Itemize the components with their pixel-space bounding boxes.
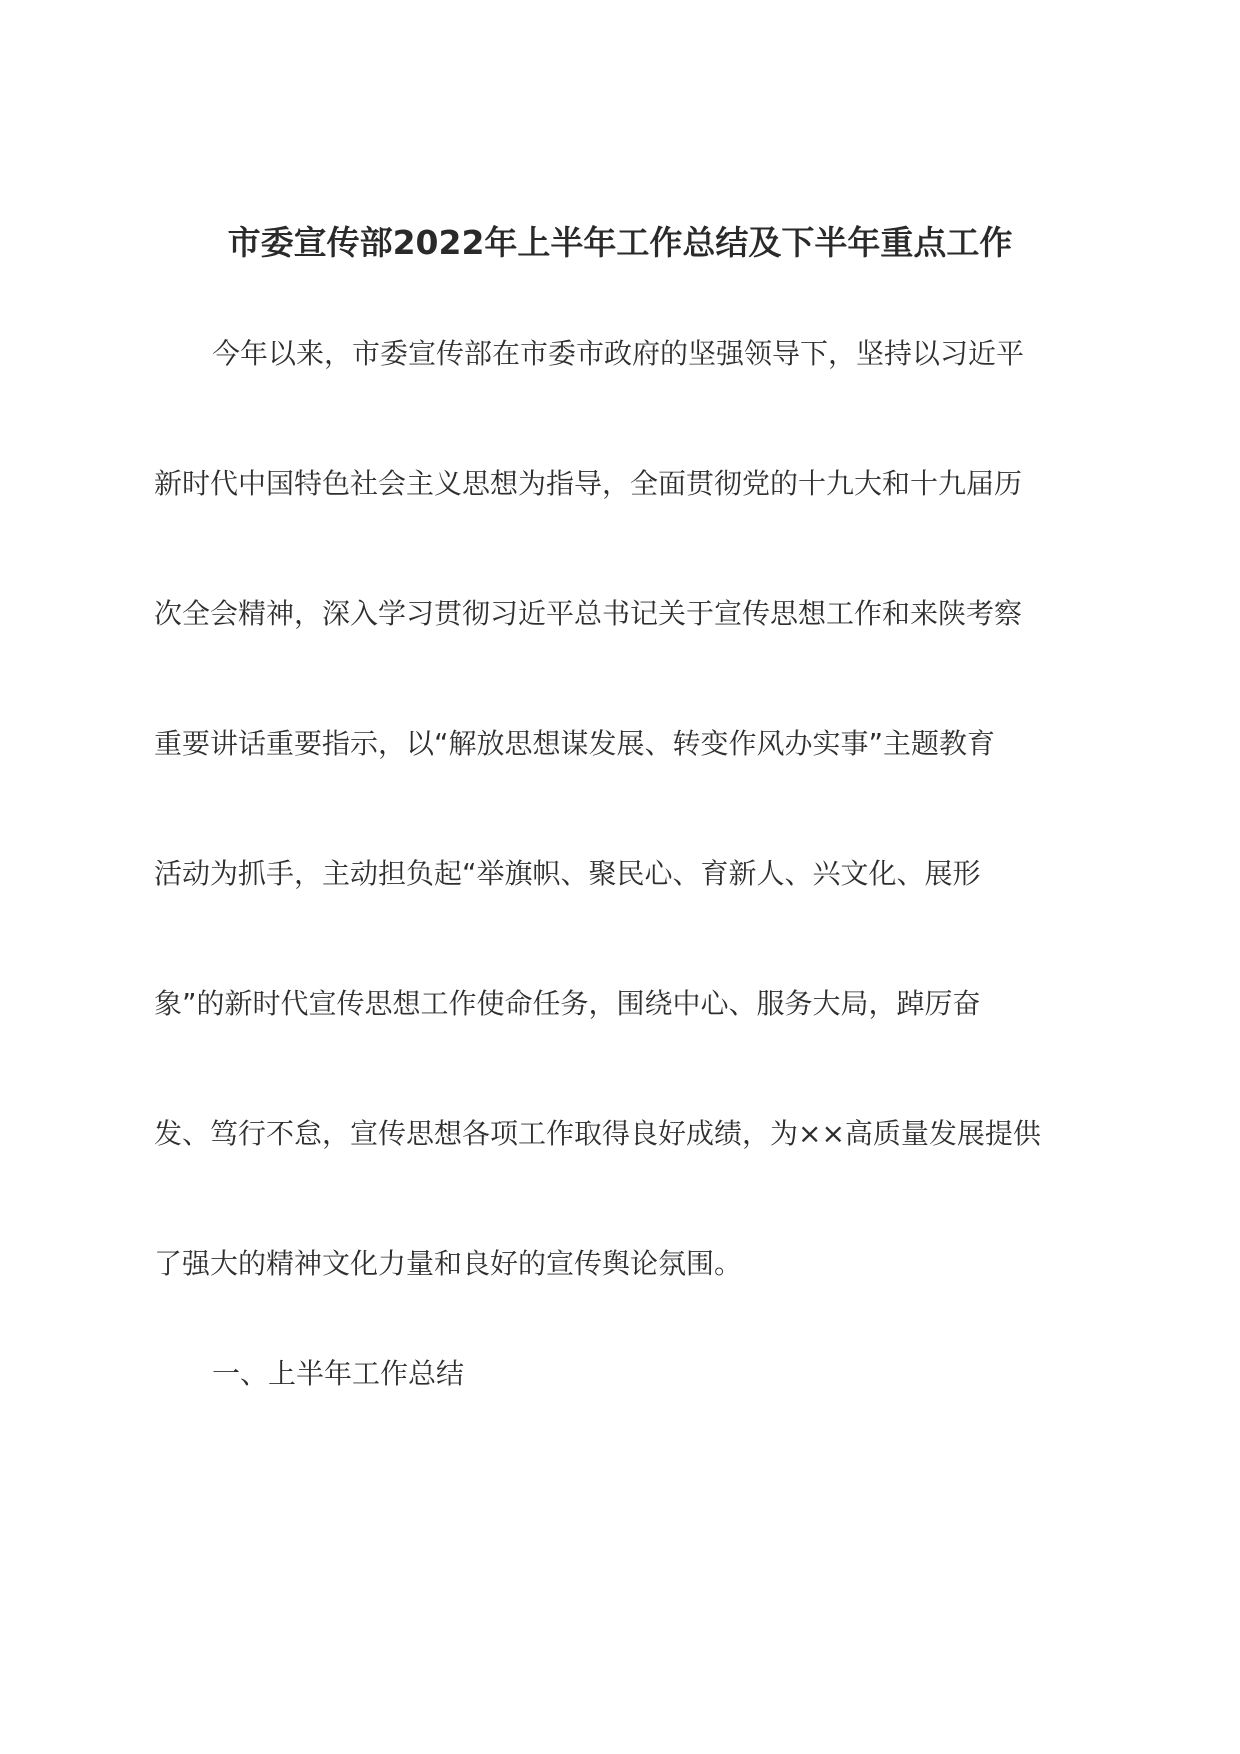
- paragraph-line-8: 了强大的精神文化力量和良好的宣传舆论氛围。: [154, 1247, 743, 1280]
- paragraph-line-3: 次全会精神，深入学习贯彻习近平总书记关于宣传思想工作和来陕考察: [154, 597, 1023, 630]
- paragraph-line-4: 重要讲话重要指示，以“解放思想谋发展、转变作风办实事”主题教育: [154, 727, 996, 760]
- paragraph-line-2: 新时代中国特色社会主义思想为指导，全面贯彻党的十九大和十九届历: [154, 467, 1023, 500]
- paragraph-line-7: 发、笃行不怠，宣传思想各项工作取得良好成绩，为××高质量发展提供: [154, 1117, 1041, 1150]
- paragraph-line-1: 今年以来，市委宣传部在市委市政府的坚强领导下，坚持以习近平: [212, 337, 1025, 370]
- section-heading: 一、上半年工作总结: [212, 1357, 465, 1390]
- paragraph-line-5: 活动为抓手，主动担负起“举旗帜、聚民心、育新人、兴文化、展形: [154, 857, 981, 890]
- paragraph-line-6: 象”的新时代宣传思想工作使命任务，围绕中心、服务大局，踔厉奋: [154, 987, 981, 1020]
- document-title: 市委宣传部2022年上半年工作总结及下半年重点工作: [227, 223, 1013, 262]
